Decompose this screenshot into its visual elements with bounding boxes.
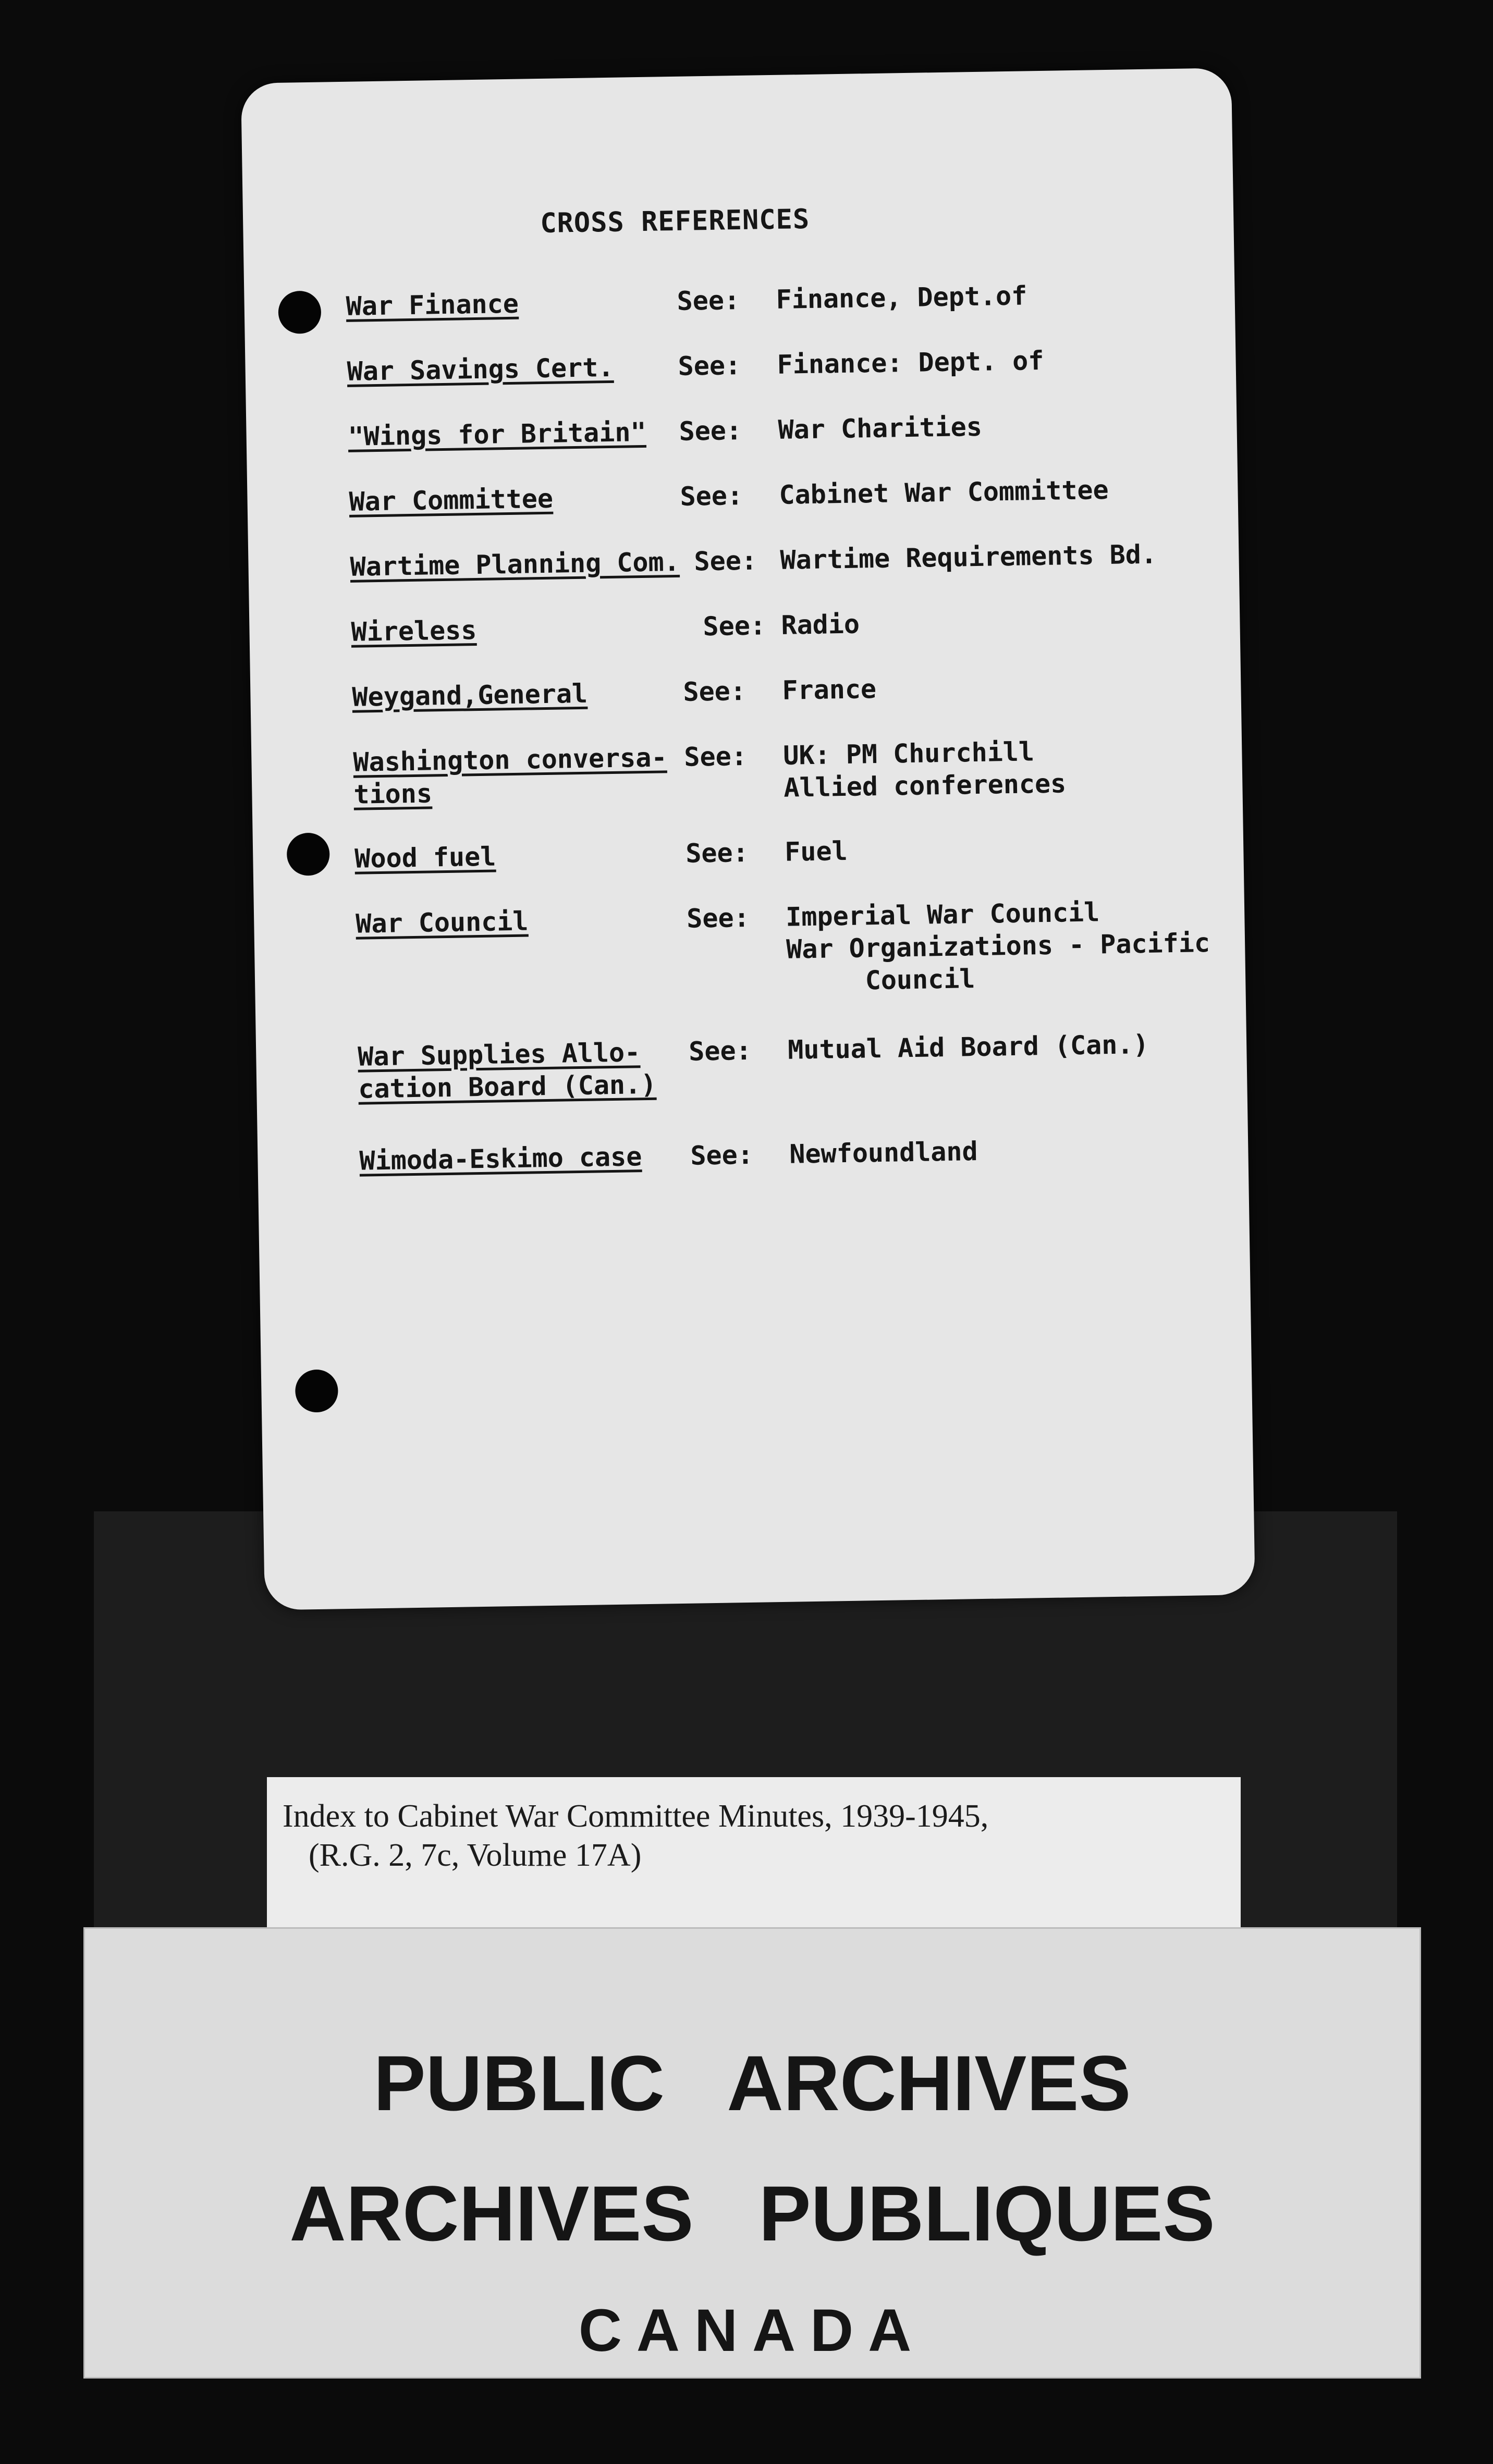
entry-see: See: [686, 902, 750, 934]
entry-target: Radio [781, 609, 860, 640]
entry-war-council [254, 894, 1244, 997]
entry-target: UK: PM Churchill Allied conferences [782, 736, 1067, 803]
punch-hole-middle [287, 833, 330, 876]
plate-line-canada: CANADA [578, 2297, 926, 2364]
entry-target: Finance, Dept.of [776, 280, 1027, 315]
index-card [241, 68, 1255, 1610]
entry-wartime-planning [248, 537, 1239, 582]
entry-see: See: [685, 837, 749, 869]
entry-see: See: [688, 1035, 752, 1067]
entry-term: War Supplies Allo- cation Board (Can.) [357, 1037, 657, 1104]
entry-term: Weygand,General [352, 678, 588, 712]
entry-wood-fuel [253, 829, 1243, 874]
entry-term: War Finance [346, 288, 519, 322]
entry-see: See: [703, 610, 766, 642]
entry-weygand [250, 667, 1241, 712]
entry-wireless [249, 602, 1240, 647]
plate-line-archives-publiques: ARCHIVES PUBLIQUES [289, 2170, 1215, 2257]
entry-see: See: [690, 1139, 754, 1171]
entry-term: Wood fuel [354, 841, 496, 874]
entry-target: Wartime Requirements Bd. [780, 539, 1157, 575]
label-line-1: Index to Cabinet War Committee Minutes, 1939-1945, [283, 1798, 989, 1834]
entry-wimoda-eskimo [258, 1131, 1248, 1176]
entry-see: See: [694, 545, 757, 577]
entry-see: See: [679, 415, 742, 447]
punch-hole-bottom [295, 1369, 338, 1412]
entry-term: Wireless [351, 615, 477, 647]
entry-war-savings [245, 341, 1235, 387]
label-line-2: (R.G. 2, 7c, Volume 17A) [309, 1838, 642, 1873]
reel-label [267, 1777, 1241, 1928]
entry-target: Newfoundland [789, 1136, 978, 1169]
entry-target: Mutual Aid Board (Can.) [787, 1029, 1149, 1065]
entry-see: See: [680, 480, 743, 512]
entry-see: See: [683, 741, 748, 772]
plate-line-public-archives: PUBLIC ARCHIVES [373, 2039, 1131, 2127]
entry-term: War Committee [349, 483, 554, 517]
entry-war-supplies [256, 1027, 1246, 1104]
entry-war-committee [247, 472, 1238, 517]
entry-target: Fuel [784, 835, 848, 867]
entry-term: Washington conversa- tions [353, 742, 667, 810]
entry-see: See: [682, 675, 746, 707]
entry-term: War Council [355, 906, 529, 939]
entry-target: France [781, 673, 877, 706]
entry-target: War Charities [778, 411, 983, 445]
entry-term: Wimoda-Eskimo case [359, 1141, 642, 1176]
entry-see: See: [678, 350, 741, 381]
entry-term: "Wings for Britain" [348, 416, 647, 452]
entry-see: See: [677, 285, 740, 316]
archives-plate [83, 1927, 1421, 2379]
entry-wings-for-britain [246, 406, 1237, 452]
entry-target: Cabinet War Committee [779, 474, 1109, 510]
entry-term: War Savings Cert. [347, 352, 614, 387]
punch-hole-top [278, 291, 321, 334]
entry-target: Imperial War Council War Organizations - Pacific Council [785, 897, 1210, 997]
entry-war-finance [244, 276, 1234, 322]
entry-washington [251, 732, 1242, 810]
entry-term: Wartime Planning Com. [350, 546, 680, 582]
card-title: CROSS REFERENCES [540, 203, 810, 240]
entry-target: Finance: Dept. of [777, 345, 1044, 380]
